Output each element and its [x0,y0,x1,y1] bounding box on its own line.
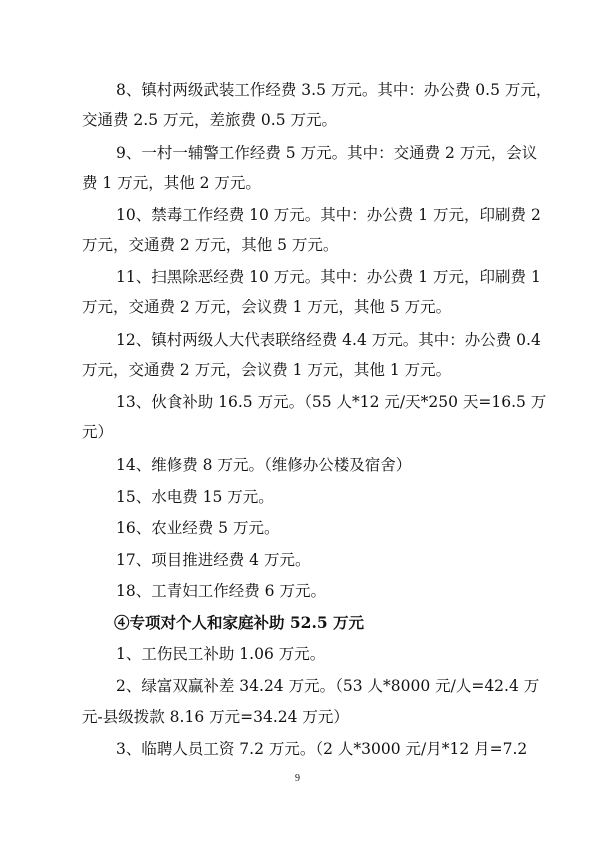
text-line: 18、工青妇工作经费 6 万元。 [116,582,326,600]
text-line: 8、镇村两级武装工作经费 3.5 万元。其中：办公费 0.5 万元， [116,81,552,99]
text-line: 万元，交通费 2 万元，会议费 1 万元，其他 5 万元。 [82,298,452,316]
text-line: 3、临聘人员工资 7.2 万元。（2 人*3000 元/月*12 月=7.2 [116,740,528,758]
text-line: 9、一村一辅警工作经费 5 万元。其中：交通费 2 万元，会议 [116,144,538,162]
text-line: 万元，交通费 2 万元，会议费 1 万元，其他 1 万元。 [82,361,452,379]
page-number: 9 [295,773,300,784]
text-line: 万元，交通费 2 万元，其他 5 万元。 [82,236,339,254]
text-line: 12、镇村两级人大代表联络经费 4.4 万元。其中：办公费 0.4 [116,331,541,349]
text-line: 2、绿富双赢补差 34.24 万元。（53 人*8000 元/人=42.4 万 [116,677,540,695]
text-line: 10、禁毒工作经费 10 万元。其中：办公费 1 万元，印刷费 2 [116,206,541,224]
text-line: 元-县级拨款 8.16 万元=34.24 万元） [82,708,349,726]
section-heading: ④专项对个人和家庭补助 52.5 万元 [114,613,365,632]
text-line: 17、项目推进经费 4 万元。 [116,551,311,569]
text-line: 15、水电费 15 万元。 [116,488,274,506]
text-line: 交通费 2.5 万元，差旅费 0.5 万元。 [82,111,338,129]
text-line: 费 1 万元，其他 2 万元。 [82,174,261,192]
text-line: 14、维修费 8 万元。（维修办公楼及宿舍） [116,456,412,474]
text-line: 11、扫黑除恶经费 10 万元。其中：办公费 1 万元，印刷费 1 [116,268,541,286]
text-line: 16、农业经费 5 万元。 [116,519,280,537]
text-line: 元） [82,423,114,441]
text-line: 13、伙食补助 16.5 万元。（55 人*12 元/天*250 天=16.5 万 [116,393,547,411]
text-line: 1、工伤民工补助 1.06 万元。 [116,645,326,663]
